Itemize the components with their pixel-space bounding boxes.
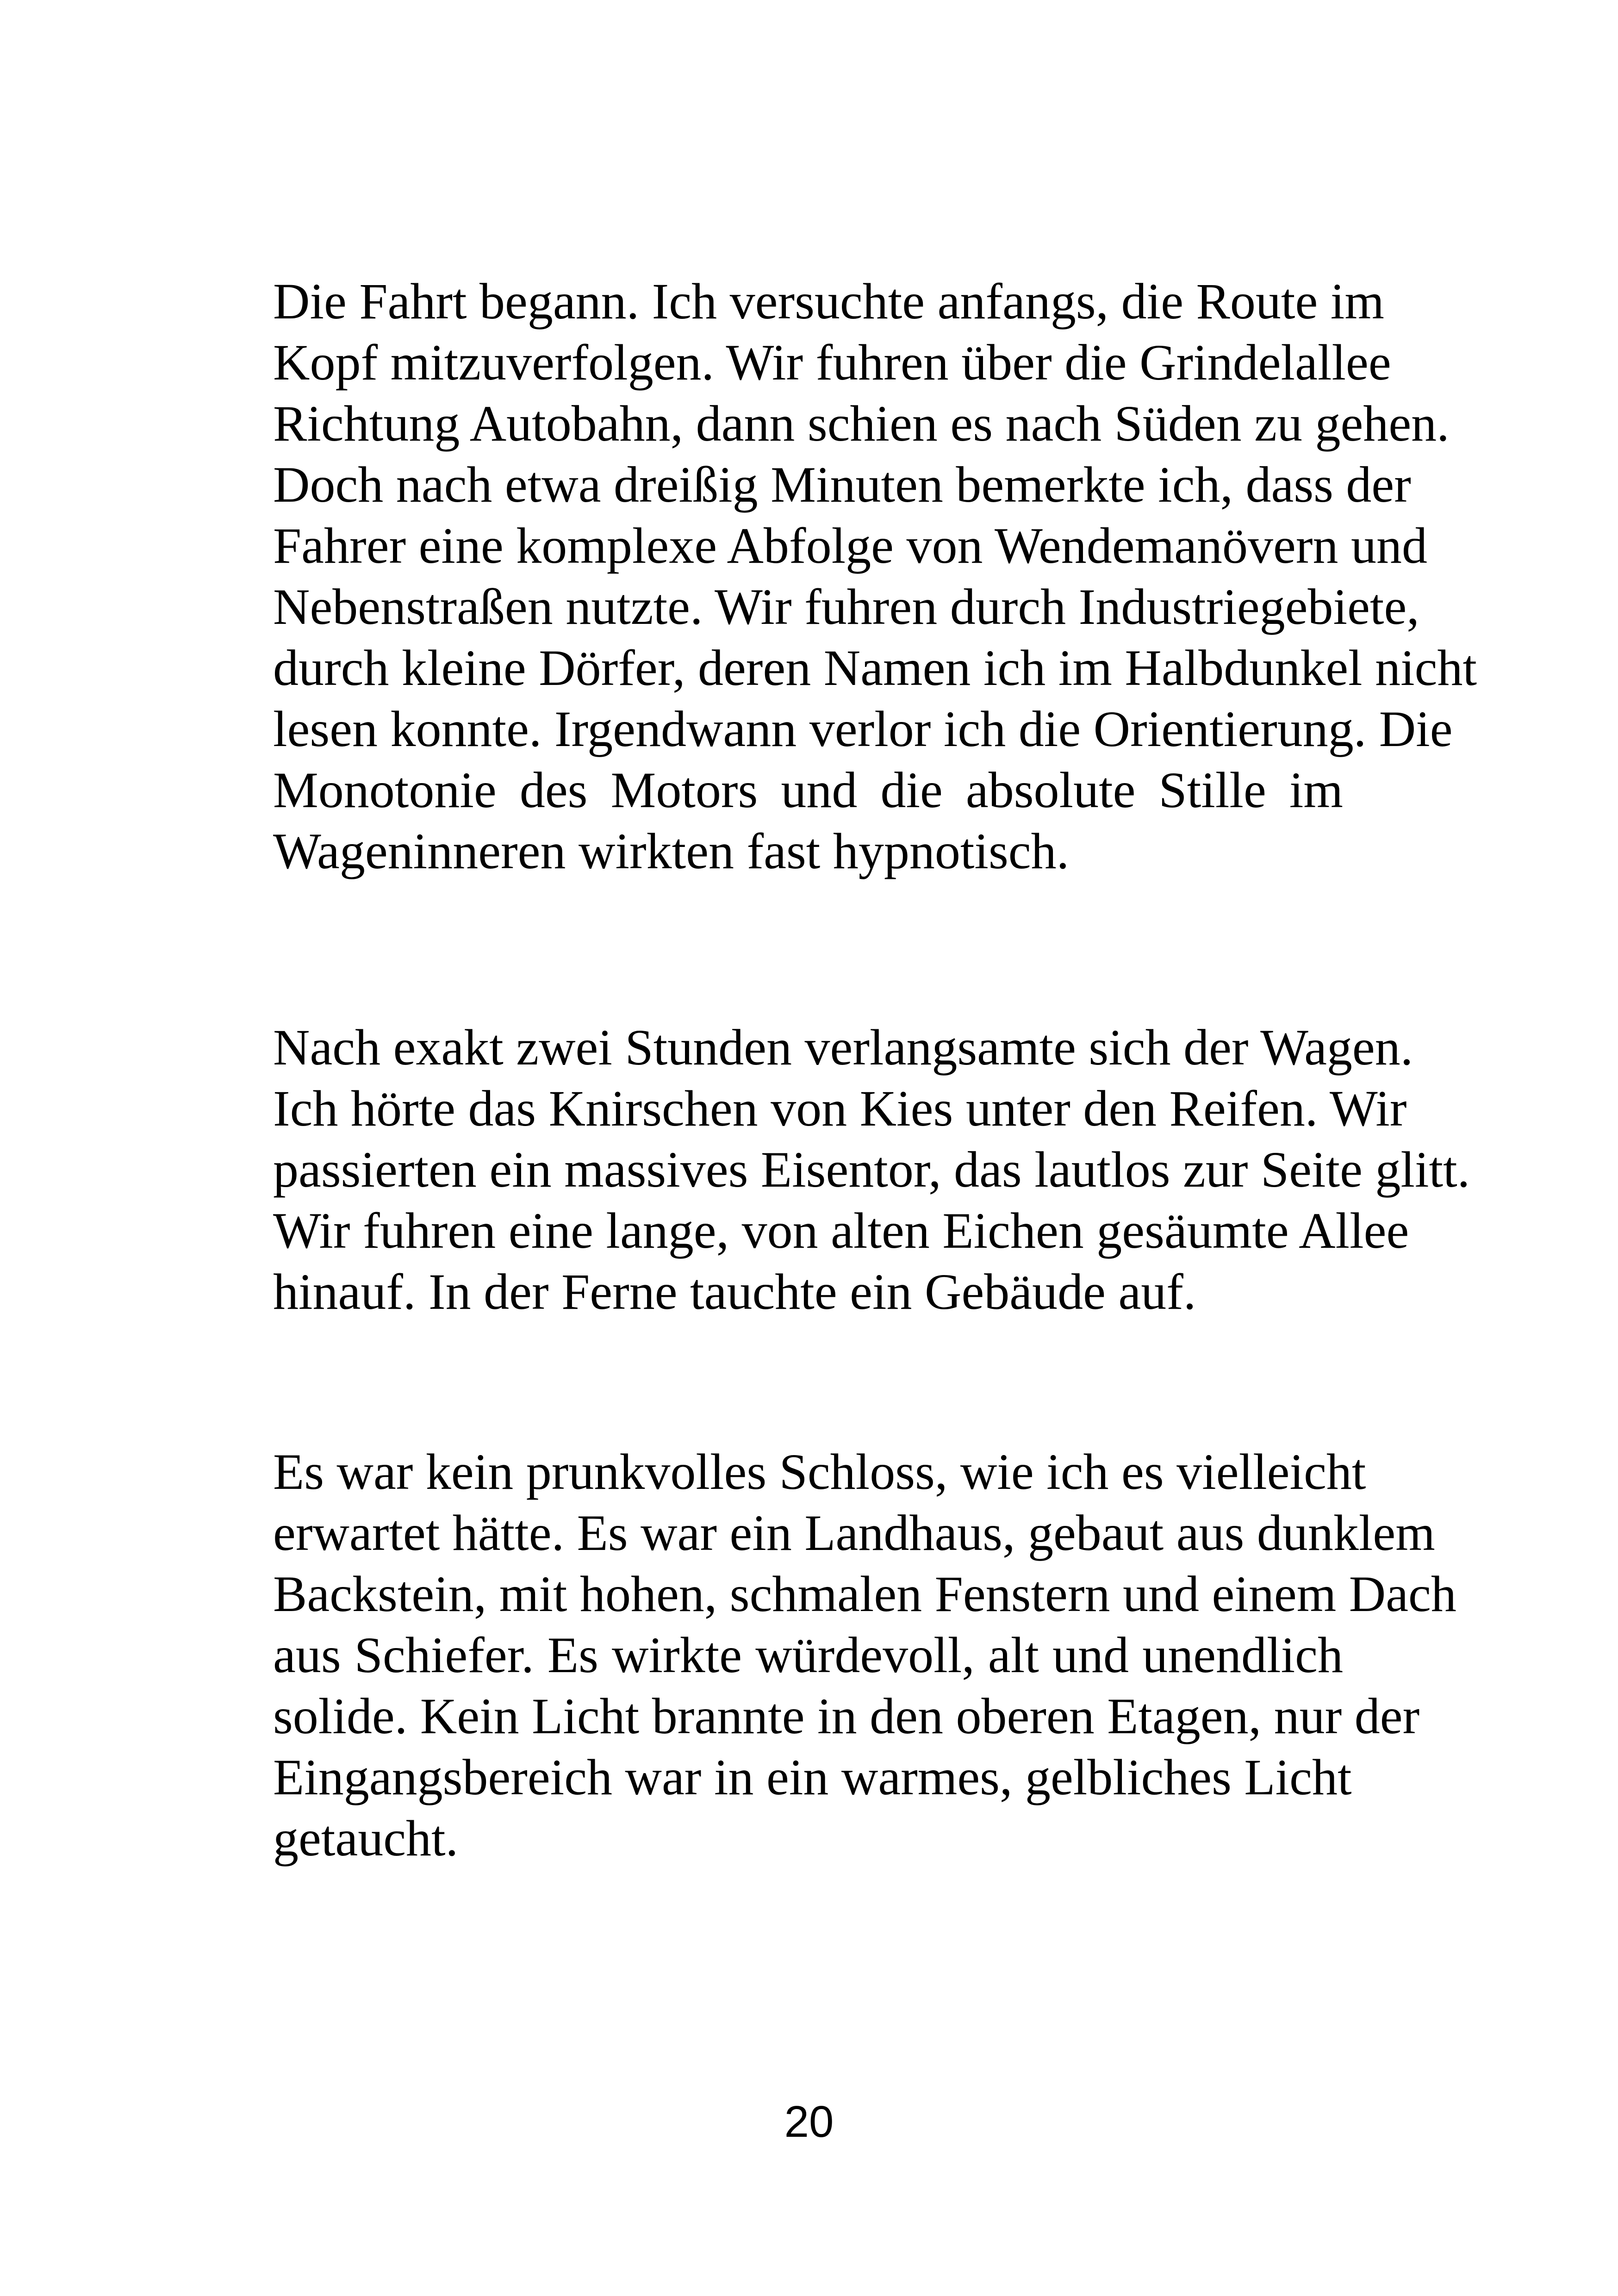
paragraph-line: erwartet hätte. Es war ein Landhaus, gebaut aus dunklem xyxy=(273,1505,1435,1561)
paragraph-line: Wageninneren wirkten fast hypnotisch. xyxy=(273,823,1070,879)
paragraph-line: Doch nach etwa dreißig Minuten bemerkte ich, dass der xyxy=(273,456,1411,513)
paragraph-2 xyxy=(273,1017,1470,1322)
paragraph-line: aus Schiefer. Es wirkte würdevoll, alt und unendlich xyxy=(273,1627,1343,1683)
paragraph-1 xyxy=(273,271,1477,882)
paragraph-line: Richtung Autobahn, dann schien es nach Süden zu gehen. xyxy=(273,395,1450,452)
paragraph-line: durch kleine Dörfer, deren Namen ich im Halbdunkel nicht xyxy=(273,640,1477,696)
paragraph-line: passierten ein massives Eisentor, das lautlos zur Seite glitt. xyxy=(273,1141,1470,1198)
paragraph-line: Fahrer eine komplexe Abfolge von Wendemanövern und xyxy=(273,517,1427,574)
paragraph-line: Monotonie des Motors und die absolute Stille im xyxy=(273,762,1343,818)
paragraph-line: Es war kein prunkvolles Schloss, wie ich es vielleicht xyxy=(273,1444,1366,1500)
paragraph-line: Wir fuhren eine lange, von alten Eichen gesäumte Allee xyxy=(273,1202,1409,1259)
paragraph-line: Nach exakt zwei Stunden verlangsamte sich der Wagen. xyxy=(273,1019,1413,1076)
paragraph-line: getaucht. xyxy=(273,1810,459,1867)
paragraph-line: solide. Kein Licht brannte in den oberen Etagen, nur der xyxy=(273,1688,1420,1744)
paragraph-line: lesen konnte. Irgendwann verlor ich die Orientierung. Die xyxy=(273,701,1453,757)
paragraph-line: Ich hörte das Knirschen von Kies unter den Reifen. Wir xyxy=(273,1080,1407,1137)
paragraph-line: hinauf. In der Ferne tauchte ein Gebäude auf. xyxy=(273,1263,1196,1320)
paragraph-line: Eingangsbereich war in ein warmes, gelbliches Licht xyxy=(273,1749,1352,1805)
paragraph-line: Die Fahrt begann. Ich versuchte anfangs, die Route im xyxy=(273,273,1384,330)
paragraph-3 xyxy=(273,1441,1456,1869)
paragraph-line: Kopf mitzuverfolgen. Wir fuhren über die Grindelallee xyxy=(273,334,1391,391)
paragraph-line: Nebenstraßen nutzte. Wir fuhren durch Industriegebiete, xyxy=(273,579,1419,635)
paragraph-line: Backstein, mit hohen, schmalen Fenstern und einem Dach xyxy=(273,1566,1456,1622)
page-number: 20 xyxy=(784,2097,834,2147)
